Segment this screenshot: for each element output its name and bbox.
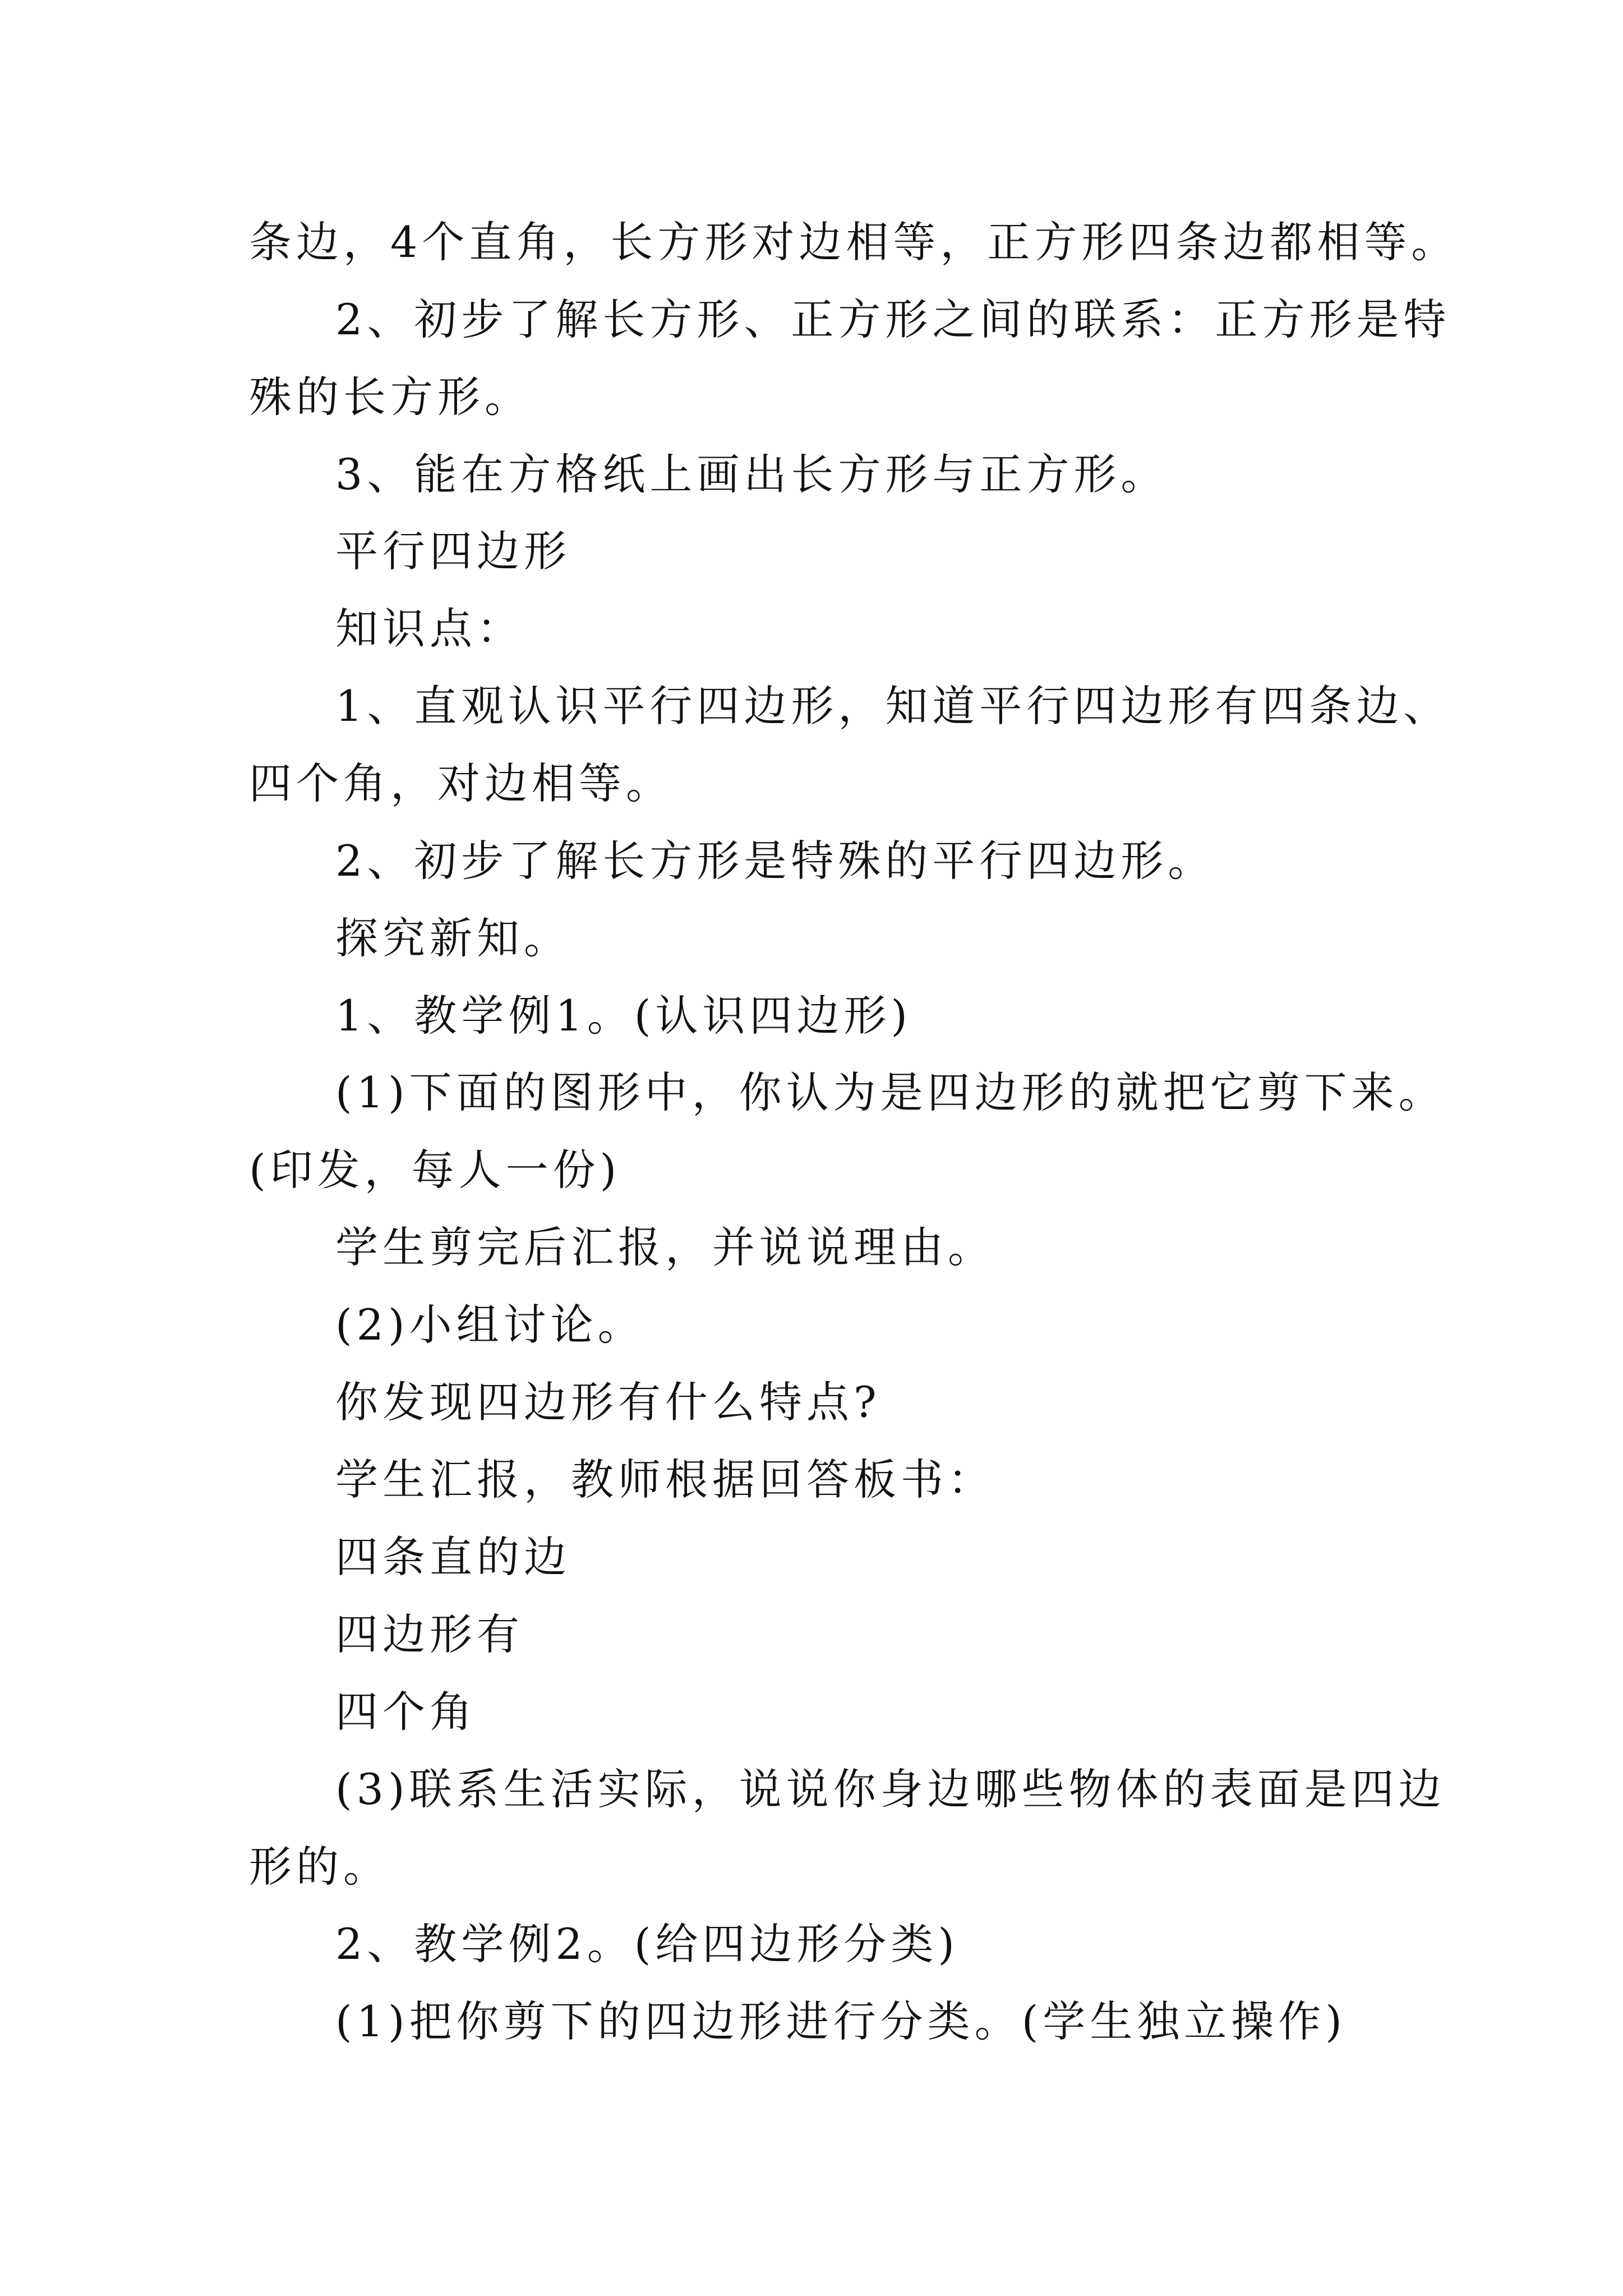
text-line: (印发，每人一份)	[249, 1145, 621, 1195]
text-line: 四个角	[335, 1687, 477, 1737]
text-line: 四条直的边	[335, 1532, 571, 1582]
text-line: (3)联系生活实际，说说你身边哪些物体的表面是四边	[335, 1764, 1446, 1814]
text-line: 四边形有	[335, 1609, 524, 1659]
text-line: 2、初步了解长方形是特殊的平行四边形。	[335, 836, 1215, 886]
text-line: 1、教学例1。(认识四边形)	[335, 991, 912, 1041]
text-line: 形的。	[249, 1842, 390, 1892]
text-line: (1)下面的图形中，你认为是四边形的就把它剪下来。	[335, 1068, 1446, 1117]
text-line: 学生汇报，教师根据回答板书：	[335, 1455, 995, 1504]
text-line: 条边，4个直角，长方形对边相等，正方形四条边都相等。	[249, 217, 1459, 267]
text-line: 3、能在方格纸上画出长方形与正方形。	[335, 449, 1168, 499]
text-line: 四个角，对边相等。	[249, 758, 673, 808]
text-line: 探究新知。	[335, 913, 571, 963]
text-line: 2、初步了解长方形、正方形之间的联系：正方形是特	[335, 295, 1451, 344]
text-line: (1)把你剪下的四边形进行分类。(学生独立操作)	[335, 1996, 1347, 2046]
text-line: 殊的长方形。	[249, 372, 532, 422]
text-line: (2)小组讨论。	[335, 1300, 645, 1350]
section-heading: 平行四边形	[335, 526, 571, 576]
text-line: 学生剪完后汇报，并说说理由。	[335, 1222, 995, 1272]
text-line: 1、直观认识平行四边形，知道平行四边形有四条边、	[335, 681, 1451, 731]
text-line: 2、教学例2。(给四边形分类)	[335, 1919, 960, 1969]
text-line: 知识点：	[335, 604, 524, 654]
text-line: 你发现四边形有什么特点?	[335, 1377, 881, 1427]
